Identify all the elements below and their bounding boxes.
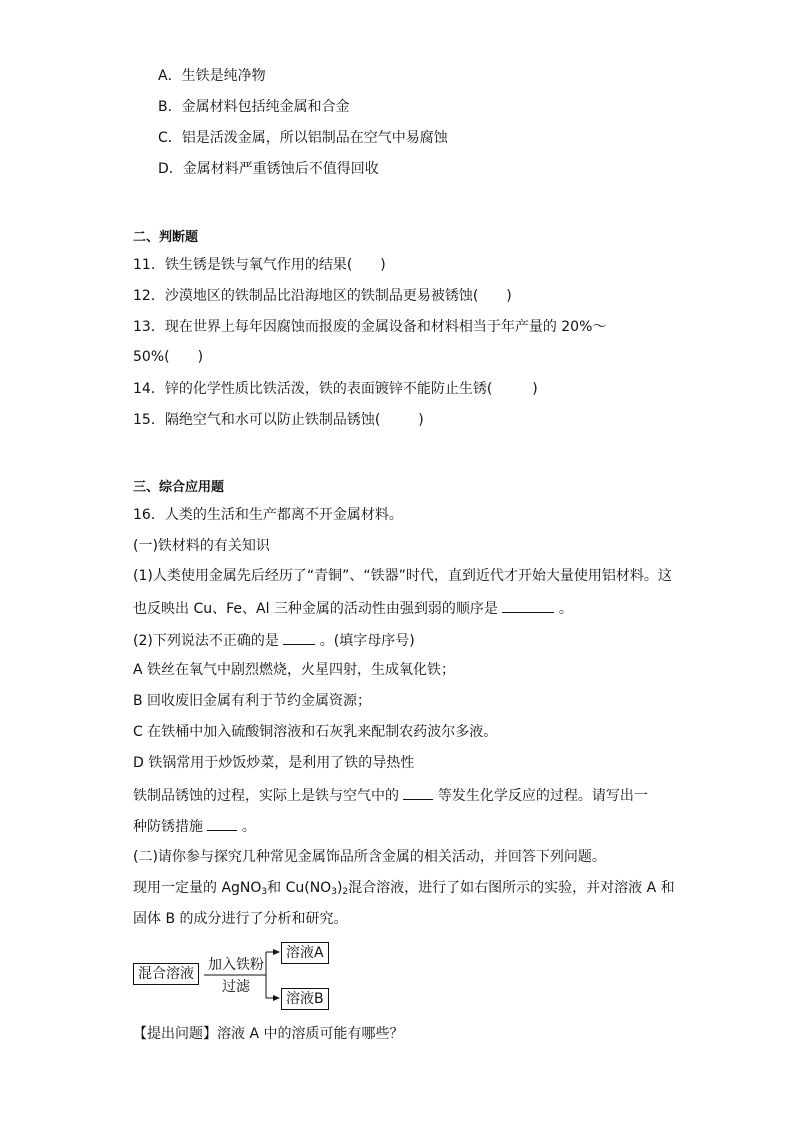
- flow-solution-a-box: 溶液A: [281, 942, 329, 964]
- option-text: 铝是活泼金属，所以铝制品在空气中易腐蚀: [181, 130, 448, 146]
- close-paren: ): [380, 257, 386, 273]
- option-label: D．: [158, 161, 183, 177]
- choice-a: A 铁丝在氧气中剧烈燃烧，火星四射，生成氧化铁；: [133, 662, 456, 678]
- close-paren: ): [506, 288, 512, 304]
- text: 现用一定量的 AgNO: [133, 880, 262, 896]
- text: 种防锈措施: [133, 819, 203, 835]
- flow-label-below: 过滤: [222, 979, 250, 995]
- option-text: 金属材料严重锈蚀后不值得回收: [182, 161, 379, 177]
- option-label: C．: [158, 130, 182, 146]
- close-paren: ): [418, 412, 424, 428]
- experiment-line2: 固体 B 的成分进行了分析和研究。: [133, 911, 348, 927]
- flow-start-box: 混合溶液: [133, 963, 199, 985]
- part-2-title: (二)请你参与探究几种常见金属饰品所含金属的相关活动，并回答下列问题。: [133, 849, 606, 865]
- question-text: 15．隔绝空气和水可以防止铁制品锈蚀(: [133, 412, 381, 428]
- subscript: 3: [331, 887, 337, 897]
- close-paren: ): [197, 349, 204, 365]
- choice-c: C 在铁桶中加入硫酸铜溶液和石灰乳来配制农药波尔多液。: [133, 724, 498, 740]
- subscript: 2: [342, 887, 349, 897]
- option-text: 金属材料包括纯金属和合金: [181, 99, 350, 115]
- choice-b: B 回收废旧金属有利于节约金属资源；: [133, 693, 372, 709]
- text: (2)下列说法不正确的是: [133, 633, 279, 649]
- text: ): [336, 880, 343, 896]
- section-heading-application: 三、综合应用题: [133, 480, 225, 495]
- question-13: 13．现在世界上每年因腐蚀而报废的金属设备和材料相当于年产量的 20%～: [133, 319, 607, 335]
- text: 也反映出 Cu、Fe、Al 三种金属的活动性由强到弱的顺序是: [133, 601, 498, 617]
- question-text: 50%(: [133, 349, 170, 365]
- text: 混合溶液，进行了如右图所示的实验，并对溶液 A 和: [348, 880, 675, 896]
- section-heading-judgment: 二、判断题: [133, 230, 199, 245]
- text: 等发生化学反应的过程。请写出一: [437, 788, 648, 804]
- flow-label-above: 加入铁粉: [208, 957, 264, 973]
- option-text: 生铁是纯净物: [181, 68, 266, 84]
- option-label: B．: [158, 99, 182, 115]
- text: 铁制品锈蚀的过程，实际上是铁与空气中的: [133, 788, 399, 804]
- question-text: 11．铁生锈是铁与氧气作用的结果(: [133, 257, 353, 273]
- question-16: 16．人类的生活和生产都离不开金属材料。: [133, 507, 403, 523]
- question-text: 14．锌的化学性质比铁活泼，铁的表面镀锌不能防止生锈(: [133, 381, 493, 397]
- flow-solution-b-box: 溶液B: [281, 988, 329, 1010]
- subq-1-line1: (1)人类使用金属先后经历了“青铜”、“铁器”时代，直到近代才开始大量使用铝材料。这: [133, 568, 672, 584]
- subscript: 3: [261, 887, 268, 897]
- raise-question: 【提出问题】溶液 A 中的溶质可能有哪些？: [133, 1026, 404, 1042]
- text: 。: [558, 601, 573, 617]
- part-1-title: (一)铁材料的有关知识: [133, 538, 270, 554]
- choice-d: D 铁锅常用于炒饭炒菜，是利用了铁的导热性: [133, 755, 415, 771]
- text: 。(填字母序号): [319, 633, 415, 649]
- text: 和 Cu(NO: [267, 880, 332, 896]
- close-paren: ): [532, 381, 538, 397]
- text: 。: [241, 819, 256, 835]
- option-label: A．: [158, 68, 182, 84]
- question-text: 12．沙漠地区的铁制品比沿海地区的铁制品更易被锈蚀(: [133, 288, 479, 304]
